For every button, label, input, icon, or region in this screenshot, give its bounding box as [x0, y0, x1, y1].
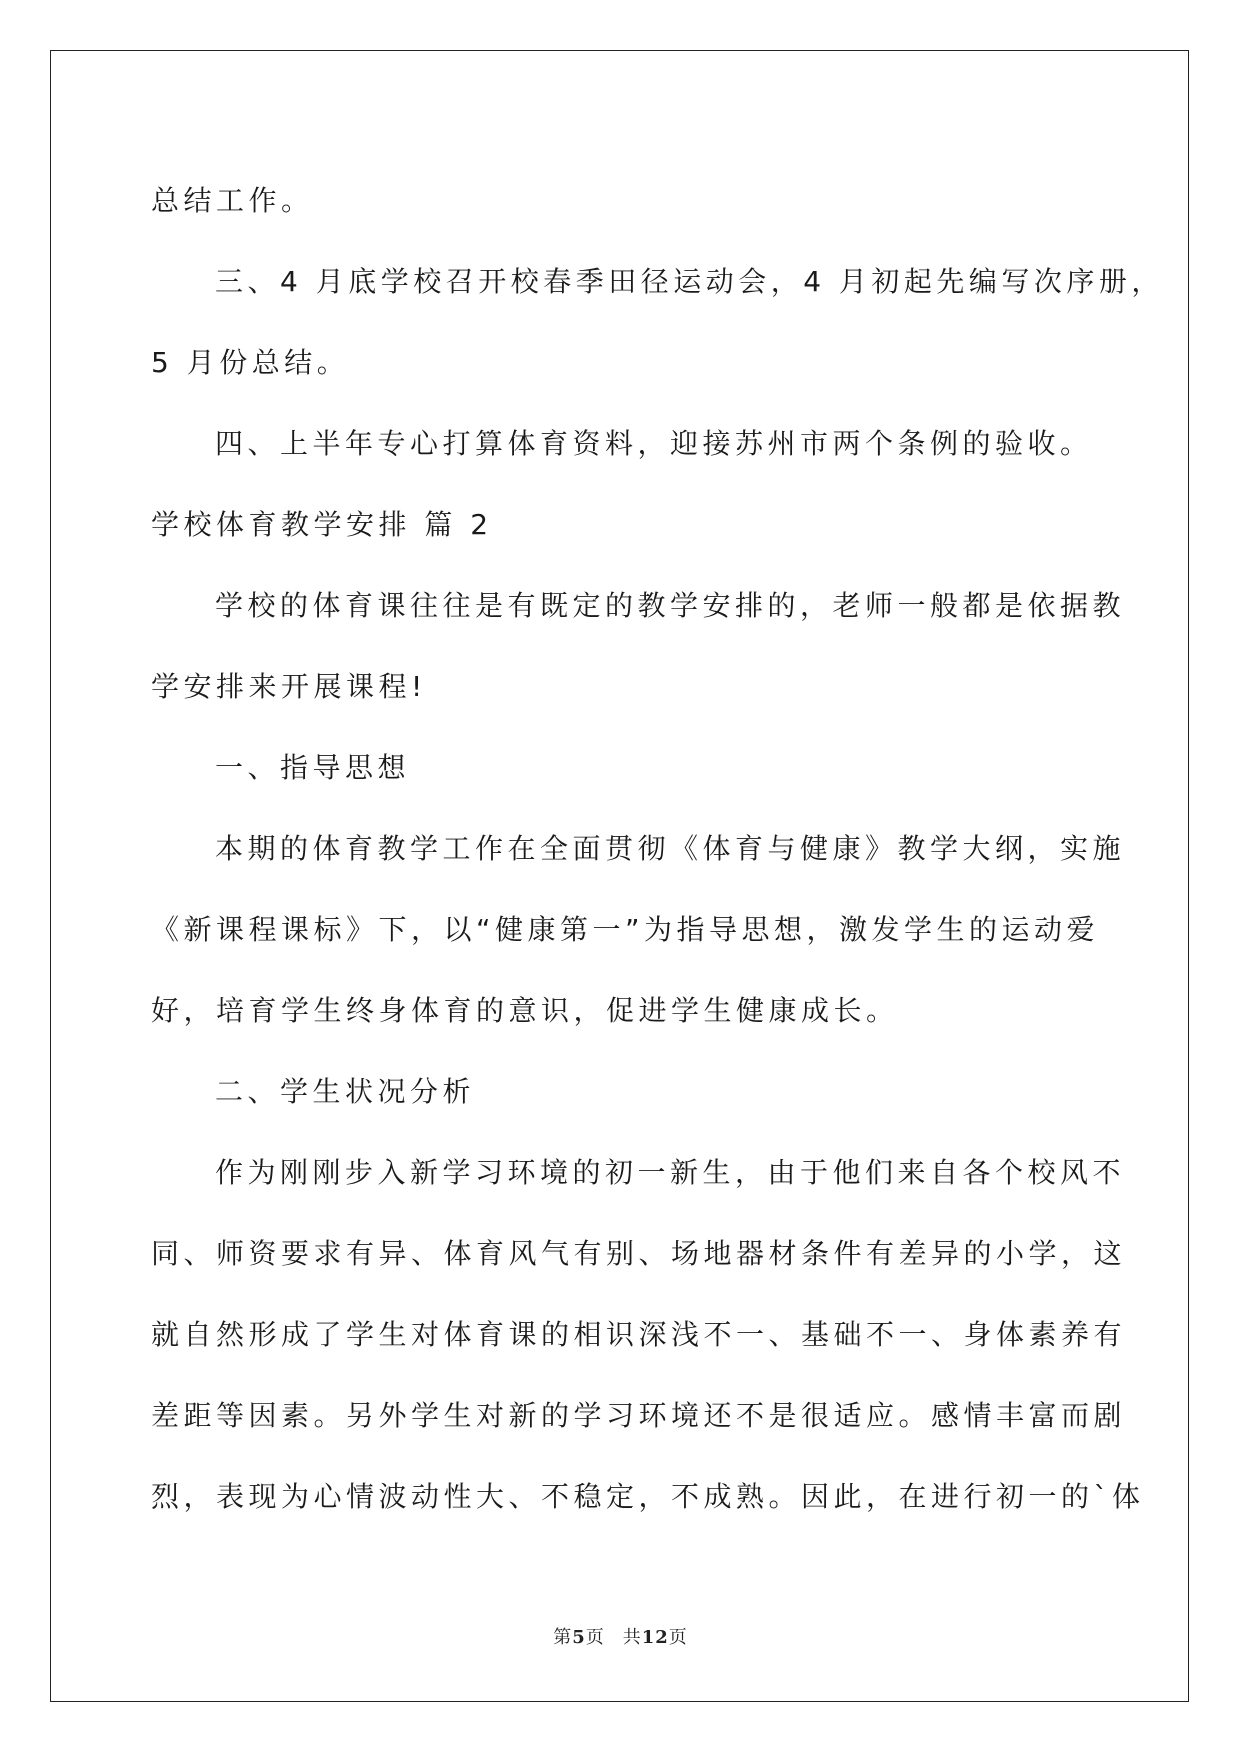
text-line-11: 好，培育学生终身体育的意识，促进学生健康成长。: [151, 994, 899, 1027]
section-heading: 学校体育教学安排 篇 2: [151, 508, 493, 541]
current-page-number: 5: [572, 1627, 586, 1648]
subheading-student-analysis: 二、学生状况分析: [215, 1075, 476, 1108]
document-body: [151, 160, 1164, 1537]
page-footer: [0, 1623, 1241, 1649]
text-line-13: 作为刚刚步入新学习环境的初一新生，由于他们来自各个校风不: [215, 1156, 1126, 1189]
text-line-10: 《新课程课标》下，以“健康第一”为指导思想，激发学生的运动爱: [151, 913, 1100, 946]
total-page-count: 12: [641, 1627, 669, 1648]
footer-total-prefix: 共: [622, 1627, 642, 1648]
text-line-15: 就自然形成了学生对体育课的相识深浅不一、基础不一、身体素养有: [151, 1318, 1127, 1351]
subheading-guiding-thought: 一、指导思想: [215, 751, 411, 784]
text-line-7: 学安排来开展课程!: [151, 670, 427, 703]
text-line-14: 同、师资要求有异、体育风气有别、场地器材条件有差异的小学，这: [151, 1237, 1127, 1270]
footer-total-suffix: 页: [668, 1627, 688, 1648]
footer-page-suffix: 页: [585, 1627, 605, 1648]
text-line-16: 差距等因素。另外学生对新的学习环境还不是很适应。感情丰富而剧: [151, 1399, 1127, 1432]
text-line-9: 本期的体育教学工作在全面贯彻《体育与健康》教学大纲，实施: [215, 832, 1126, 865]
footer-page-prefix: 第: [553, 1627, 573, 1648]
text-line-2: 三、4 月底学校召开校春季田径运动会，4 月初起先编写次序册，: [215, 265, 1164, 298]
text-line-1: 总结工作。: [151, 184, 314, 217]
text-line-4: 四、上半年专心打算体育资料，迎接苏州市两个条例的验收。: [215, 427, 1093, 460]
text-line-17: 烈，表现为心情波动性大、不稳定，不成熟。因此，在进行初一的`体: [151, 1480, 1145, 1513]
text-line-3: 5 月份总结。: [151, 346, 350, 379]
text-line-6: 学校的体育课往往是有既定的教学安排的，老师一般都是依据教: [215, 589, 1126, 622]
